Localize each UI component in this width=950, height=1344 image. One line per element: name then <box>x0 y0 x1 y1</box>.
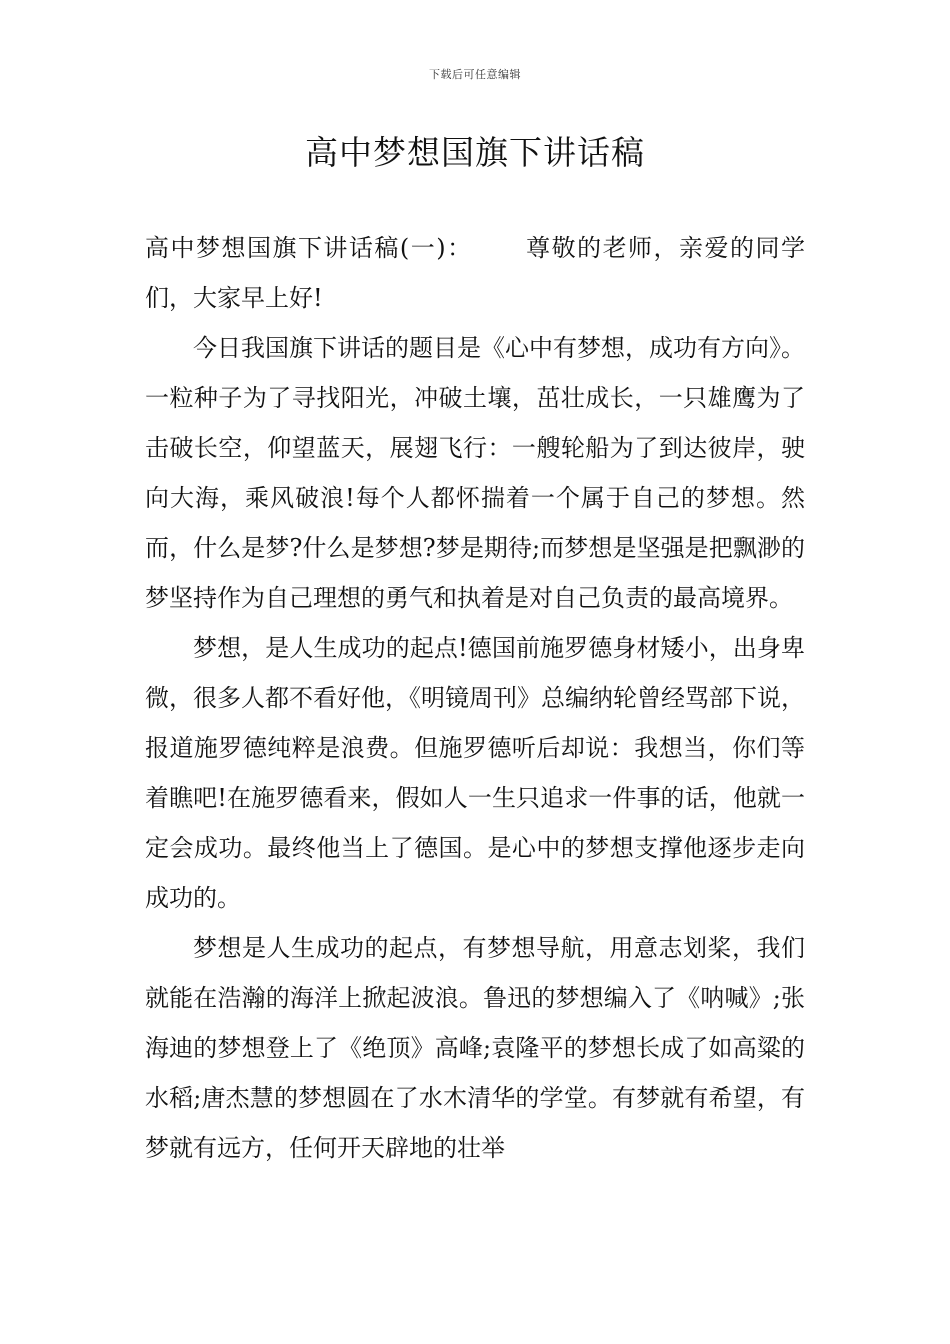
intro-paragraph <box>145 223 805 323</box>
body-paragraph-3: 梦想是人生成功的起点，有梦想导航，用意志划桨，我们就能在浩瀚的海洋上掀起波浪。鲁迅的梦想编入了《呐喊》;张海迪的梦想登上了《绝顶》高峰;袁隆平的梦想长成了如高粱的水稻;唐杰慧的梦想圆在了水木清华的学堂。有梦就有希望，有梦就有远方，任何开天辟地的壮举 <box>145 934 805 1162</box>
body-paragraph-2: 梦想，是人生成功的起点!德国前施罗德身材矮小，出身卑微，很多人都不看好他，《明镜周刊》总编纳轮曾经骂部下说，报道施罗德纯粹是浪费。但施罗德听后却说：我想当，你们等着瞧吧!在施罗德看来，假如人一生只追求一件事的话，他就一定会成功。最终他当上了德国。是心中的梦想支撑他逐步走向成功的。 <box>145 634 805 912</box>
body-paragraph-1: 今日我国旗下讲话的题目是《心中有梦想，成功有方向》。 一粒种子为了寻找阳光，冲破土壤，茁壮成长，一只雄鹰为了击破长空，仰望蓝天，展翅飞行：一艘轮船为了到达彼岸，驶向大海，乘风破浪!每个人都怀揣着一个属于自己的梦想。然而，什么是梦?什么是梦想?梦是期待;而梦想是坚强是把飘渺的梦坚持作为自己理想的勇气和执着是对自己负责的最高境界。 <box>145 334 805 612</box>
page-header-note: 下载后可任意编辑 <box>429 68 521 81</box>
document-title: 高中梦想国旗下讲话稿 <box>305 133 645 172</box>
document-body <box>145 223 805 1173</box>
salutation: 尊敬的老师，亲爱的同学们，大家早上好! <box>145 234 806 312</box>
intro-heading: 高中梦想国旗下讲话稿(一)： <box>145 234 473 262</box>
